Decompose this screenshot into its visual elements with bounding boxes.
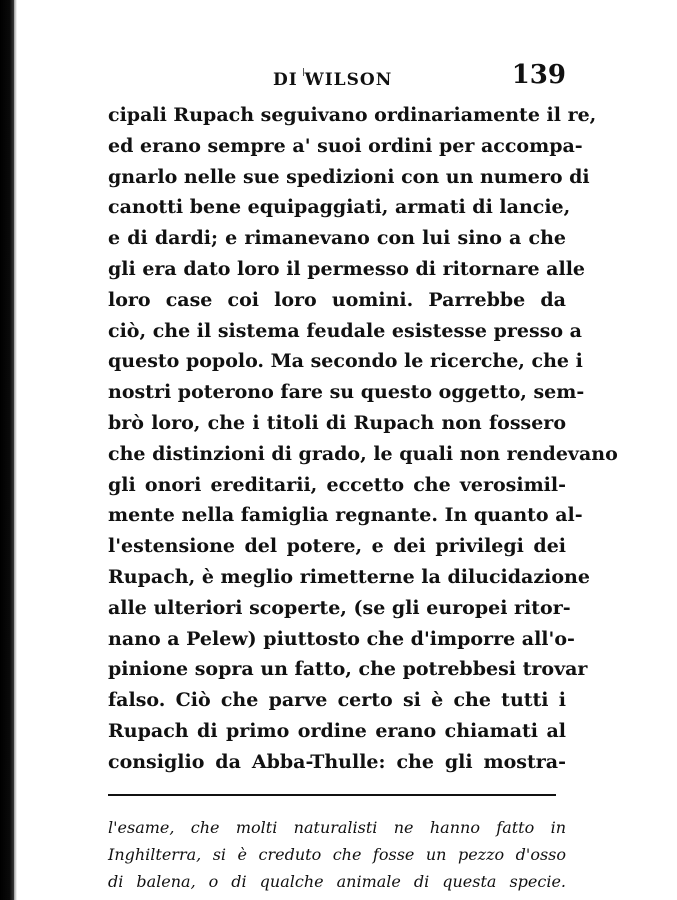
text-line: brò loro, che i titoli di Rupach non fossero bbox=[108, 411, 566, 434]
text-line: alle ulteriori scoperte, (se gli europei ritor- bbox=[108, 596, 571, 619]
footnote-line: di balena, o di qualche animale di questa specie. bbox=[108, 871, 566, 891]
book-spine-shadow bbox=[0, 0, 14, 900]
text-line: questo popolo. Ma secondo le ricerche, che i bbox=[108, 350, 583, 373]
text-line: consiglio da Abba-Thulle: che gli mostra- bbox=[108, 750, 566, 773]
footnote-line: Inghilterra, si è creduto che fosse un pezzo d'osso bbox=[108, 844, 566, 864]
text-line: Rupach, è meglio rimetterne la dilucidazione bbox=[108, 565, 590, 588]
text-line: che distinzioni di grado, le quali non rendevano bbox=[108, 442, 618, 465]
book-page bbox=[108, 58, 618, 895]
page-gutter-edge bbox=[14, 0, 17, 900]
footnote-divider bbox=[108, 794, 556, 796]
text-line: canotti bene equipaggiati, armati di lancie, bbox=[108, 196, 571, 219]
text-line: mente nella famiglia regnante. In quanto al- bbox=[108, 504, 583, 527]
page-number: 139 bbox=[511, 60, 566, 90]
text-line: loro case coi loro uomini. Parrebbe da bbox=[108, 288, 566, 311]
text-line: pinione sopra un fatto, che potrebbesi trovar bbox=[108, 658, 588, 681]
running-head: DI WILSON bbox=[273, 70, 393, 90]
body-text bbox=[108, 100, 618, 778]
text-line: falso. Ciò che parve certo si è che tutti i bbox=[108, 689, 566, 712]
text-line: ciò, che il sistema feudale esistesse presso a bbox=[108, 319, 582, 342]
text-line: Rupach di primo ordine erano chiamati al bbox=[108, 719, 566, 742]
text-line: cipali Rupach seguivano ordinariamente il re, bbox=[108, 104, 597, 126]
text-line: gli era dato loro il permesso di ritornare alle bbox=[108, 257, 585, 280]
text-line: e di dardi; e rimanevano con lui sino a che bbox=[108, 227, 566, 250]
text-line: gnarlo nelle sue spedizioni con un numero di bbox=[108, 165, 590, 188]
text-line: gli onori ereditarii, eccetto che verosimil- bbox=[108, 473, 566, 496]
text-line: ed erano sempre a' suoi ordini per accompa- bbox=[108, 134, 583, 157]
text-line: nostri poterono fare su questo oggetto, sem- bbox=[108, 381, 585, 404]
page-header bbox=[108, 58, 566, 94]
text-line: nano a Pelew) piuttosto che d'imporre all'o- bbox=[108, 627, 575, 650]
text-line: l'estensione del potere, e dei privilegi dei bbox=[108, 535, 566, 558]
footnote bbox=[108, 814, 566, 895]
footnote-line: l'esame, che molti naturalisti ne hanno fatto in bbox=[108, 817, 566, 837]
